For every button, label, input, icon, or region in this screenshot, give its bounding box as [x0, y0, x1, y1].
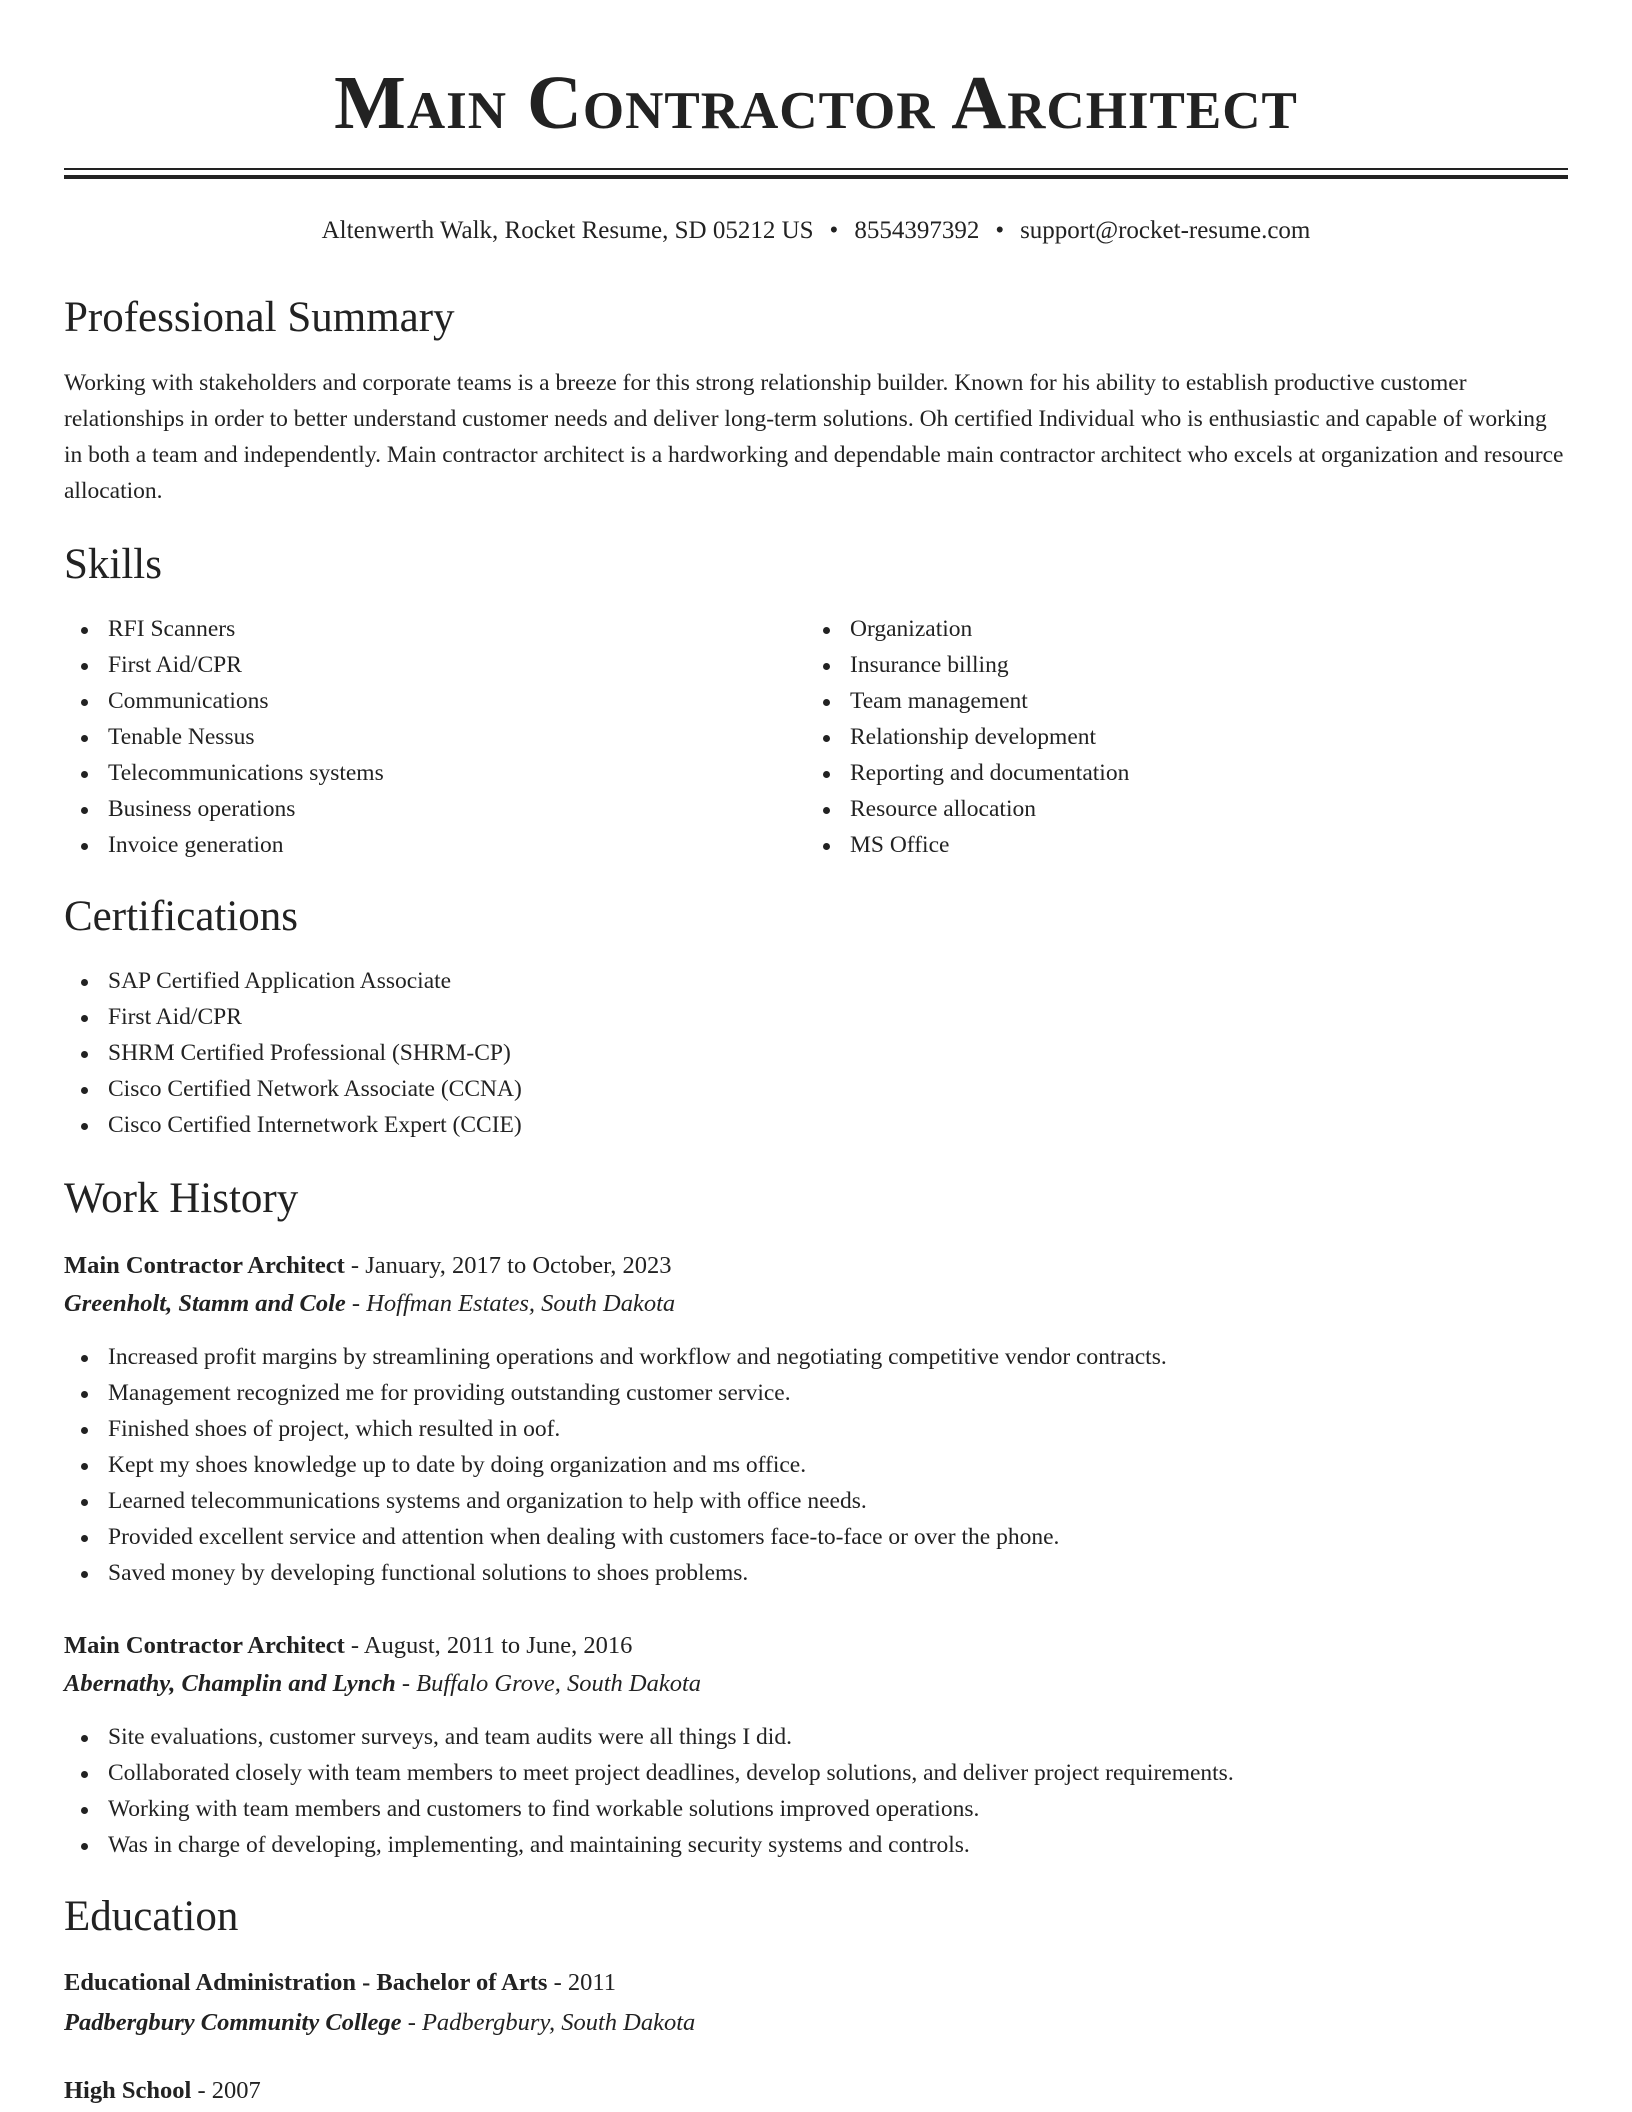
job-company: Greenholt, Stamm and Cole	[64, 1290, 346, 1317]
job-bullets	[64, 1339, 1167, 1591]
skills-heading: Skills	[64, 541, 162, 588]
job-title-line	[64, 1247, 672, 1285]
job-company: Abernathy, Champlin and Lynch	[64, 1670, 396, 1697]
job-title: Main Contractor Architect	[64, 1252, 345, 1279]
education-year: - 2007	[191, 2077, 261, 2104]
list-item: Cisco Certified Internetwork Expert (CCIE)	[64, 1107, 522, 1143]
job-bullets	[64, 1719, 1234, 1863]
candidate-name: Main Contractor Architect	[334, 61, 1298, 145]
list-item: Insurance billing	[806, 647, 1129, 683]
contact-address: Altenwerth Walk, Rocket Resume, SD 05212 US	[321, 217, 814, 244]
list-item: Collaborated closely with team members to meet project deadlines, develop solutions, and deliver project requirements.	[64, 1755, 1234, 1791]
list-item: SHRM Certified Professional (SHRM-CP)	[64, 1035, 522, 1071]
list-item: Management recognized me for providing outstanding customer service.	[64, 1375, 1167, 1411]
education-degree-line	[64, 2072, 261, 2110]
list-item: First Aid/CPR	[64, 647, 384, 683]
education-degree: Educational Administration - Bachelor of Arts	[64, 1969, 548, 1996]
summary-heading: Professional Summary	[64, 294, 455, 341]
list-item: Site evaluations, customer surveys, and team audits were all things I did.	[64, 1719, 1234, 1755]
job-company-line	[64, 1285, 675, 1323]
contact-phone: 8554397392	[854, 217, 980, 244]
contact-email: support@rocket-resume.com	[1020, 217, 1311, 244]
job-location: - Hoffman Estates, South Dakota	[345, 1290, 676, 1317]
education-degree: High School	[64, 2077, 192, 2104]
list-item: Learned telecommunications systems and organization to help with office needs.	[64, 1483, 1167, 1519]
education-location: - Padbergbury, South Dakota	[401, 2009, 696, 2036]
job-dates: - August, 2011 to June, 2016	[344, 1632, 633, 1659]
list-item: Was in charge of developing, implementing, and maintaining security systems and controls.	[64, 1827, 1234, 1863]
list-item: Tenable Nessus	[64, 719, 384, 755]
list-item: Relationship development	[806, 719, 1129, 755]
job-location: - Buffalo Grove, South Dakota	[395, 1670, 702, 1697]
job-dates: - January, 2017 to October, 2023	[344, 1252, 672, 1279]
education-year: - 2011	[547, 1969, 616, 1996]
list-item: Organization	[806, 611, 1129, 647]
contact-line	[0, 214, 1632, 248]
education-school-line	[64, 2004, 695, 2042]
header-rule-thick	[64, 175, 1568, 179]
list-item: MS Office	[806, 827, 1129, 863]
list-item: Saved money by developing functional solutions to shoes problems.	[64, 1555, 1167, 1591]
skills-list-left	[64, 611, 384, 863]
education-heading: Education	[64, 1893, 239, 1940]
list-item: Kept my shoes knowledge up to date by doing organization and ms office.	[64, 1447, 1167, 1483]
list-item: SAP Certified Application Associate	[64, 963, 522, 999]
list-item: Resource allocation	[806, 791, 1129, 827]
list-item: Business operations	[64, 791, 384, 827]
skills-list-right	[806, 611, 1129, 863]
list-item: Finished shoes of project, which resulted in oof.	[64, 1411, 1167, 1447]
job-company-line	[64, 1665, 701, 1703]
list-item: RFI Scanners	[64, 611, 384, 647]
education-degree-line	[64, 1964, 616, 2002]
bullet-separator: •	[995, 217, 1005, 244]
list-item: Reporting and documentation	[806, 755, 1129, 791]
list-item: First Aid/CPR	[64, 999, 522, 1035]
certifications-list	[64, 963, 522, 1143]
list-item: Communications	[64, 683, 384, 719]
list-item: Invoice generation	[64, 827, 384, 863]
list-item: Cisco Certified Network Associate (CCNA)	[64, 1071, 522, 1107]
list-item: Telecommunications systems	[64, 755, 384, 791]
work-history-heading: Work History	[64, 1175, 299, 1222]
header-rule-thin	[64, 168, 1568, 170]
job-title: Main Contractor Architect	[64, 1632, 345, 1659]
list-item: Increased profit margins by streamlining operations and workflow and negotiating competitive vendor contracts.	[64, 1339, 1167, 1375]
list-item: Team management	[806, 683, 1129, 719]
list-item: Provided excellent service and attention when dealing with customers face-to-face or over the phone.	[64, 1519, 1167, 1555]
bullet-separator: •	[829, 217, 839, 244]
summary-text: Working with stakeholders and corporate teams is a breeze for this strong relationship builder. Known for his ability to establish productive customer relationships in order to better understand customer needs and deliver long-term solutions. Oh certified Individual who is enthusiastic and capable of working in both a team and independently. Main contractor architect is a hardworking and dependable main contractor architect who excels at organization and resource allocation.	[64, 370, 1564, 504]
certifications-heading: Certifications	[64, 893, 299, 940]
education-school: Padbergbury Community College	[64, 2009, 402, 2036]
list-item: Working with team members and customers to find workable solutions improved operations.	[64, 1791, 1234, 1827]
job-title-line	[64, 1627, 632, 1665]
